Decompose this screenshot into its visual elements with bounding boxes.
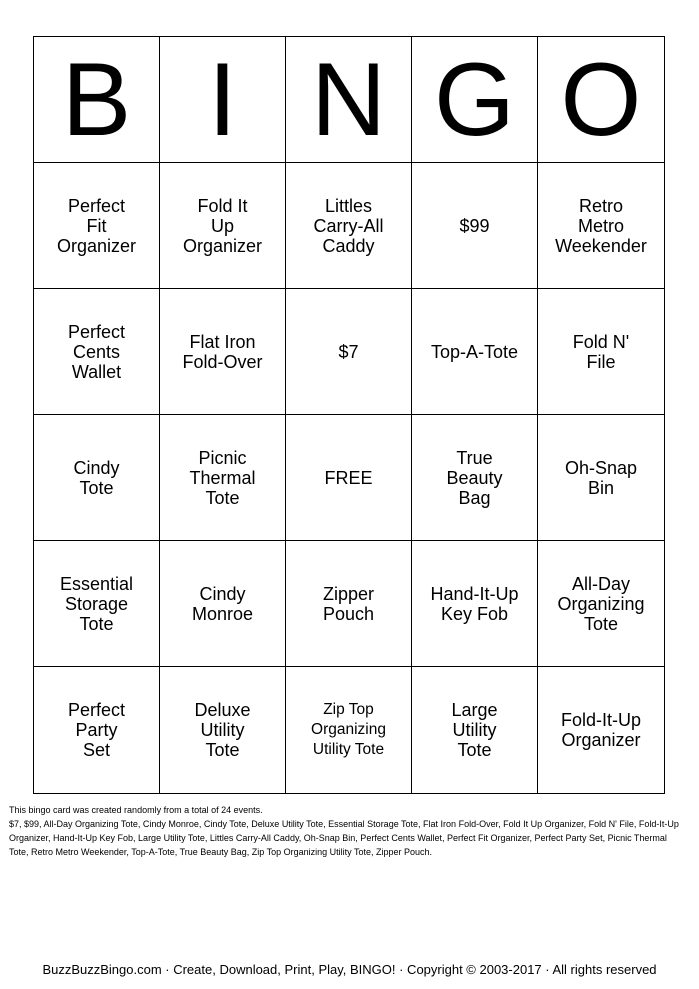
bingo-cell-text: Essential Storage Tote (59, 573, 134, 634)
header-cell-n (286, 37, 412, 163)
bingo-cell-text: All-Day Organizing Tote (557, 573, 645, 634)
bingo-cell-text: $99 (459, 215, 490, 236)
bingo-cell (34, 415, 160, 541)
page-footer: BuzzBuzzBingo.com · Create, Download, Print, Play, BINGO! · Copyright © 2003-2017 · All rights reserved (42, 962, 657, 977)
bingo-cell (538, 667, 664, 793)
header-cell-i (160, 37, 286, 163)
bingo-card (33, 36, 665, 794)
bingo-cell (286, 667, 412, 793)
header-letter: G (434, 41, 515, 158)
header-letter: B (61, 41, 132, 158)
bingo-cell-text: Oh-Snap Bin (564, 457, 638, 498)
bingo-cell-text: Picnic Thermal Tote (189, 447, 256, 508)
header-letter: N (310, 41, 387, 158)
bingo-cell (412, 289, 538, 415)
bingo-cell (412, 163, 538, 289)
bingo-cell (34, 667, 160, 793)
bingo-cell-text: Perfect Fit Organizer (56, 195, 137, 256)
card-info (9, 803, 685, 859)
bingo-cell-text: Zipper Pouch (322, 583, 375, 624)
bingo-cell (412, 541, 538, 667)
bingo-cell-text: Perfect Cents Wallet (67, 321, 126, 382)
bingo-cell-text: Cindy Monroe (191, 583, 254, 624)
bingo-cell (160, 163, 286, 289)
bingo-cell-text: True Beauty Bag (446, 447, 503, 508)
bingo-cell (286, 541, 412, 667)
bingo-cell-text: Top-A-Tote (430, 341, 519, 362)
bingo-cell (34, 289, 160, 415)
bingo-cell-text: $7 (338, 341, 359, 362)
bingo-cell (538, 541, 664, 667)
bingo-cell (286, 163, 412, 289)
bingo-cell-text: Hand-It-Up Key Fob (430, 583, 519, 624)
bingo-cell (34, 163, 160, 289)
header-cell-g (412, 37, 538, 163)
bingo-cell (34, 541, 160, 667)
bingo-cell-text: Flat Iron Fold-Over (182, 331, 263, 372)
bingo-cell (412, 667, 538, 793)
bingo-cell-text: Fold It Up Organizer (182, 195, 263, 256)
bingo-cell-text: Perfect Party Set (67, 700, 126, 760)
bingo-cell (286, 289, 412, 415)
bingo-cell (538, 415, 664, 541)
bingo-cell (538, 289, 664, 415)
bingo-cell-text: Zip Top Organizing Utility Tote (311, 701, 386, 758)
header-letter: O (560, 41, 642, 158)
bingo-cell-text: Fold-It-Up Organizer (560, 710, 641, 750)
bingo-cell (160, 415, 286, 541)
bingo-cell-text: Large Utility Tote (451, 700, 498, 760)
bingo-cell-text: Fold N' File (572, 331, 630, 372)
card-info-summary: This bingo card was created randomly from a total of 24 events. (9, 805, 263, 815)
header-cell-b (34, 37, 160, 163)
bingo-cell-text: FREE (324, 467, 373, 488)
bingo-cell (286, 415, 412, 541)
bingo-cell (160, 289, 286, 415)
card-info-event-list: $7, $99, All-Day Organizing Tote, Cindy Monroe, Cindy Tote, Deluxe Utility Tote, Essential Storage Tote, Flat Iron Fold-Over, Fold It Up Organizer, Fold N' File, Fold-It-Up Organizer, Hand-It-Up Key Fob, Large Utility Tote, Littles Carry-All Caddy, Oh-Snap Bin, Perfect Cents Wallet, Perfect Fit Organizer, Perfect Party Set, Picnic Thermal Tote, Retro Metro Weekender, Top-A-Tote, True Beauty Bag, Zip Top Organizing Utility Tote, Zipper Pouch. (9, 819, 679, 857)
bingo-cell-text: Retro Metro Weekender (555, 195, 647, 256)
bingo-cell-text: Cindy Tote (73, 457, 120, 498)
header-letter: I (208, 41, 237, 158)
bingo-cell (160, 541, 286, 667)
bingo-cell-text: Deluxe Utility Tote (194, 700, 251, 760)
bingo-cell (412, 415, 538, 541)
bingo-cell-text: Littles Carry-All Caddy (313, 195, 384, 256)
bingo-cell (160, 667, 286, 793)
header-cell-o (538, 37, 664, 163)
bingo-cell (538, 163, 664, 289)
